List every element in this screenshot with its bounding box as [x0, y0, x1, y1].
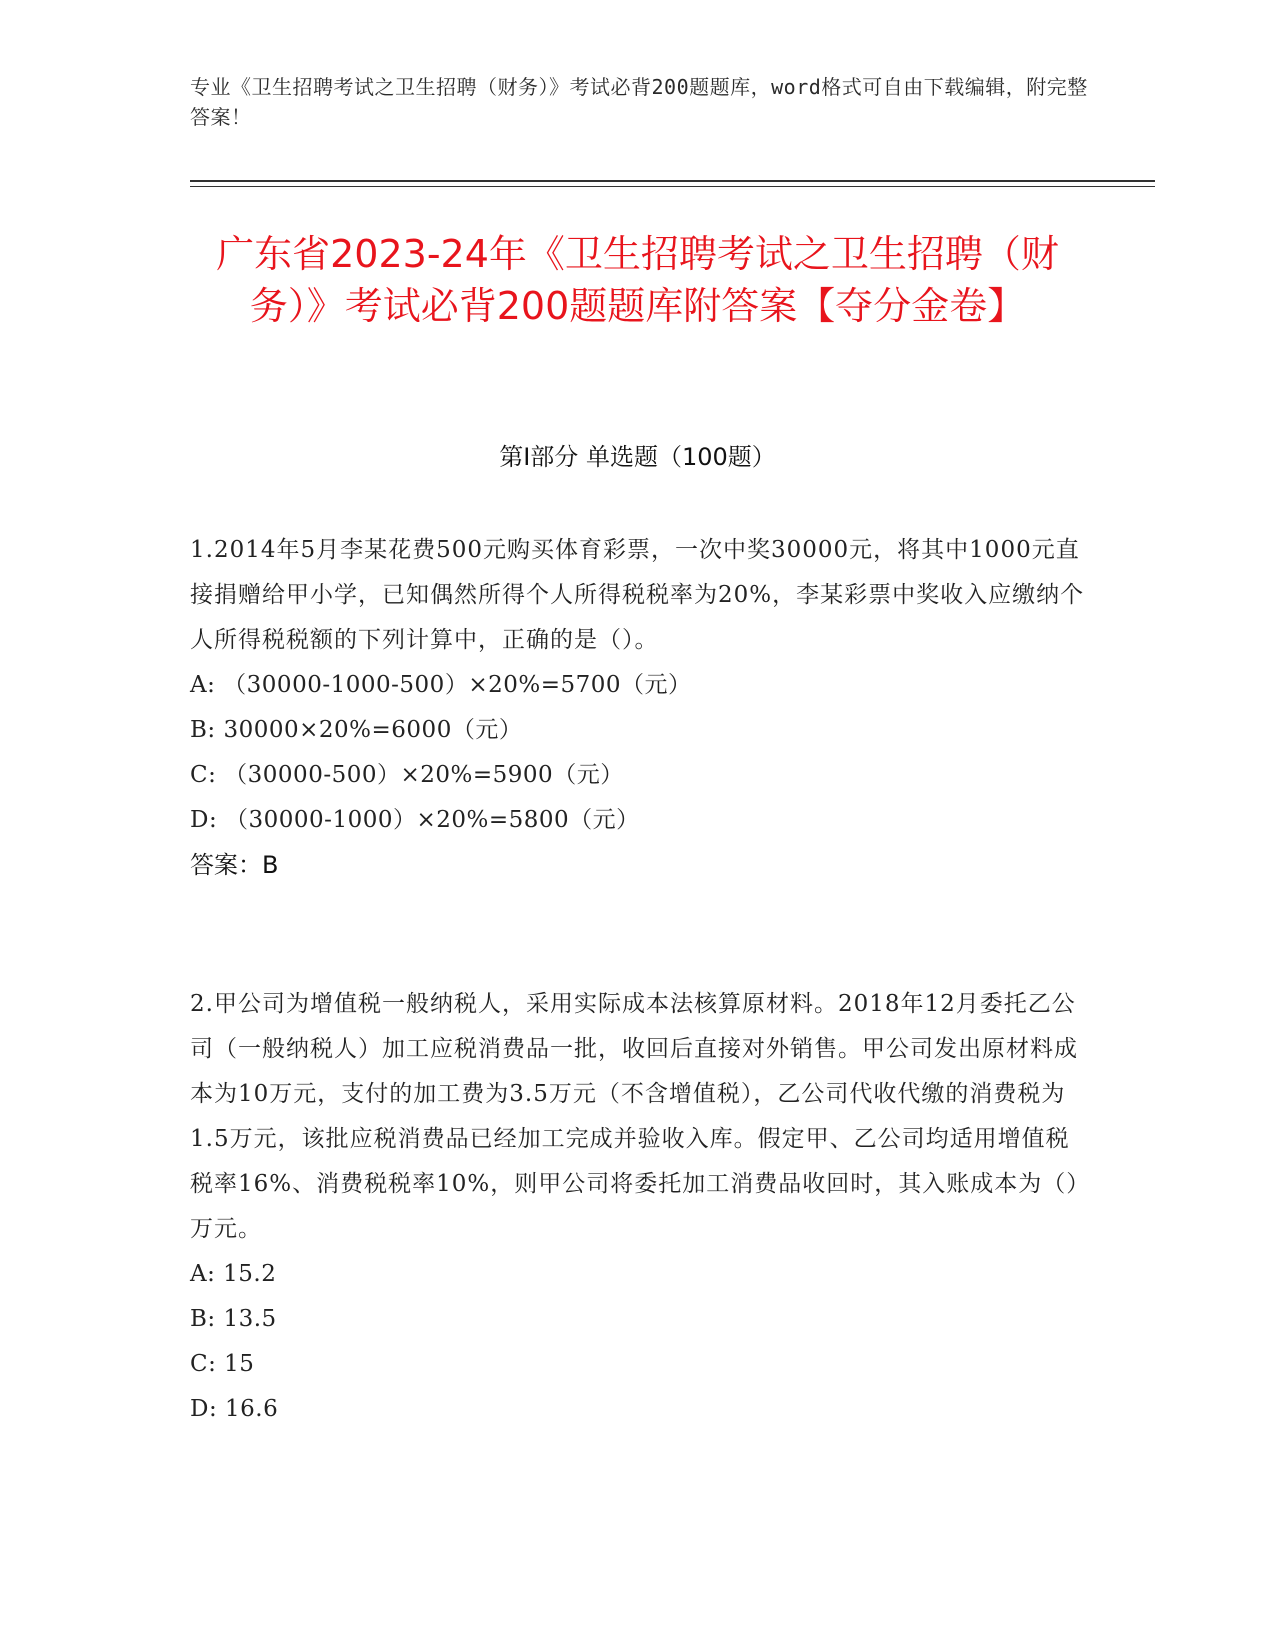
question-1 — [190, 528, 1090, 888]
question-stem: 1.2014年5月李某花费500元购买体育彩票，一次中奖30000元，将其中1000元直接捐赠给甲小学，已知偶然所得个人所得税税率为20%，李某彩票中奖收入应缴纳个人所得税税额的下列计算中，正确的是（）。 — [190, 537, 1085, 653]
option-d: D: （30000-1000）×20%=5800（元） — [190, 807, 640, 833]
option-c: C: 15 — [190, 1351, 255, 1377]
option-b: B: 13.5 — [190, 1306, 277, 1332]
question-stem: 2.甲公司为增值税一般纳税人，采用实际成本法核算原材料。2018年12月委托乙公司（一般纳税人）加工应税消费品一批，收回后直接对外销售。甲公司发出原材料成本为10万元，支付的加工费为3.5万元（不含增值税），乙公司代收代缴的消费税为1.5万元，该批应税消费品已经加工完成并验收入库。假定甲、乙公司均适用增值税税率16%、消费税税率10%，则甲公司将委托加工消费品收回时，其入账成本为（）万元。 — [190, 991, 1079, 1242]
header-note: 专业《卫生招聘考试之卫生招聘（财务）》考试必背200题题库，word格式可自由下载编辑，附完整答案！ — [190, 75, 1088, 129]
answer-label: 答案：B — [190, 851, 279, 879]
option-d: D: 16.6 — [190, 1396, 279, 1422]
document-title: 广东省2023-24年《卫生招聘考试之卫生招聘（财务）》考试必背200题题库附答案【夺分金卷】 — [216, 232, 1059, 328]
header-divider-thick — [190, 180, 1155, 182]
option-a: A: 15.2 — [190, 1261, 277, 1287]
option-b: B: 30000×20%=6000（元） — [190, 717, 523, 743]
question-2 — [190, 982, 1090, 1432]
section-title: 第I部分 单选题（100题） — [499, 443, 776, 471]
option-a: A: （30000-1000-500）×20%=5700（元） — [190, 672, 692, 698]
option-c: C: （30000-500）×20%=5900（元） — [190, 762, 624, 788]
header-divider-thin — [190, 186, 1155, 187]
